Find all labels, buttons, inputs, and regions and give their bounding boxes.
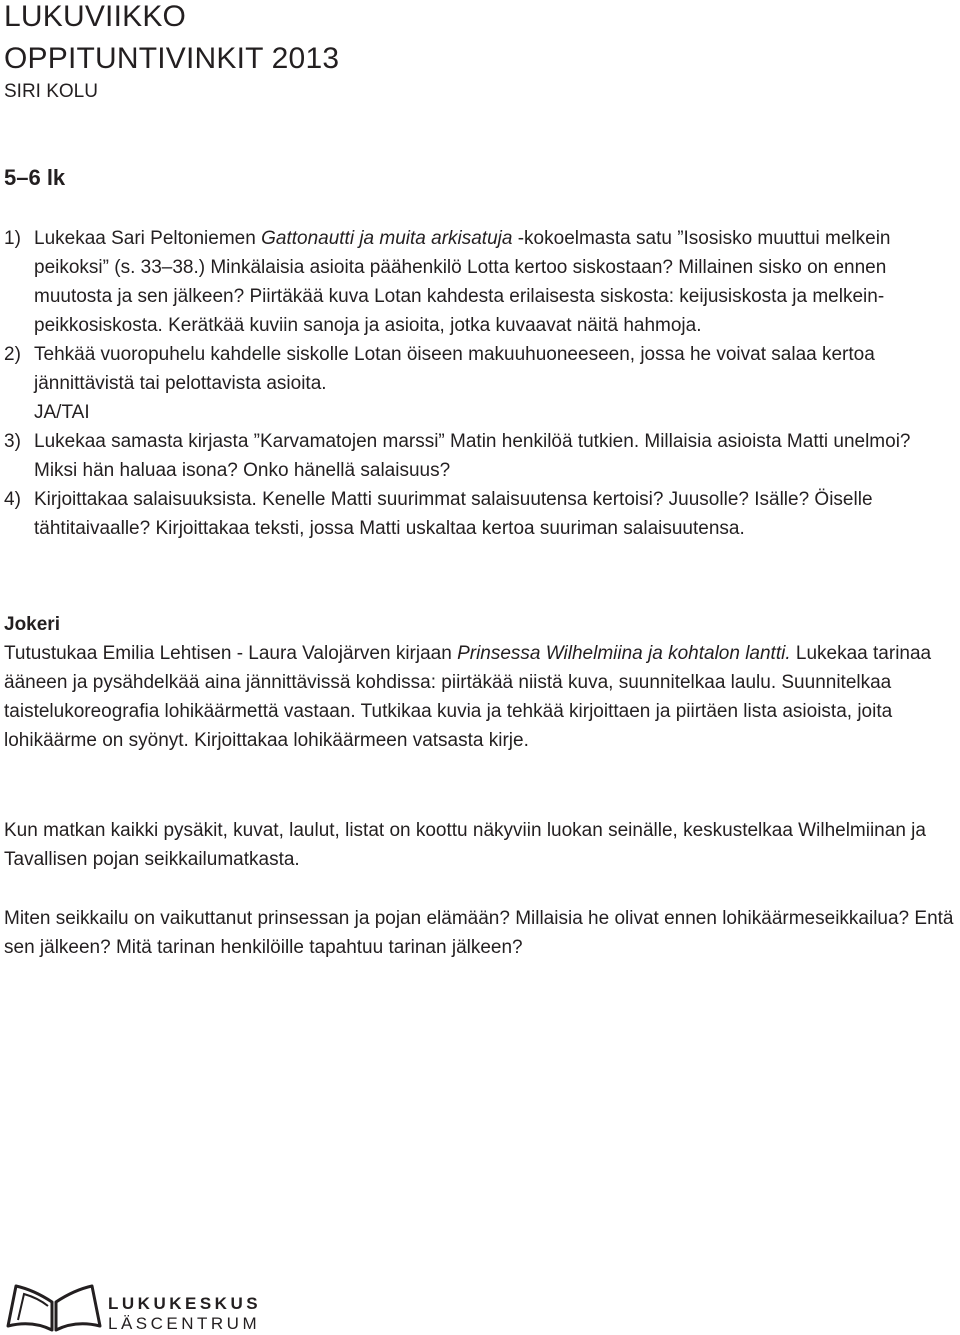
task-4 [4, 485, 958, 543]
task-1-number: 1) [4, 228, 21, 249]
closing-paragraph-2: Miten seikkailu on vaikuttanut prinsessan ja pojan elämään? Millaisia he olivat ennen lohikäärmeseikkailua? Entä sen jälkeen? Mitä tarinan henkilöille tapahtuu tarinan jälkeen? [4, 908, 954, 958]
task-list [4, 224, 958, 543]
closing-paragraph-1: Kun matkan kaikki pysäkit, kuvat, laulut, listat on koottu näkyviin luokan seinälle, keskustelkaa Wilhelmiinan ja Tavallisen pojan seikkailumatkasta. [4, 820, 926, 870]
task-4-number: 4) [4, 489, 21, 510]
and-or-label: JA/TAI [34, 402, 90, 423]
task-1 [4, 224, 958, 340]
task-2-number: 2) [4, 344, 21, 365]
page-title-line1: LUKUVIIKKO [4, 0, 187, 33]
task-4-text: Kirjoittakaa salaisuuksista. Kenelle Matti suurimmat salaisuutensa kertoisi? Juusolle? Isälle? Öiselle tähtitaivaalle? Kirjoittakaa teksti, jossa Matti uskaltaa kertoa suuriman salaisuutensa. [34, 489, 873, 539]
task-2 [4, 340, 958, 398]
jokeri-text-start: Tutustukaa Emilia Lehtisen - Laura Valojärven kirjaan [4, 643, 458, 664]
task-3-text: Lukekaa samasta kirjasta ”Karvamatojen marssi” Matin henkilöä tutkien. Millaisia asioista Matti unelmoi? Miksi hän haluaa isona? Onko hänellä salaisuus? [34, 431, 911, 481]
task-1-book-title: Gattonautti ja muita arkisatuja [261, 228, 513, 249]
task-1-text-start: Lukekaa Sari Peltoniemen [34, 228, 262, 249]
task-2-text: Tehkää vuoropuhelu kahdelle siskolle Lotan öiseen makuuhuoneeseen, jossa he voivat salaa kertoa jännittävistä tai pelottavista asioita. [34, 344, 875, 394]
task-1-text-rest: -kokoelmasta satu ”Isosisko muuttui melkein peikoksi” (s. 33–38.) Minkälaisia asioita päähenkilö Lotta kertoo siskostaan? Millainen sisko on ennen muutosta ja sen jälkeen? Piirtäkää kuva Lotan kahdesta erilaisesta siskosta: keijusiskosta ja melkein-peikkosiskosta. Kerätkää kuviin sanoja ja asioita, jotka kuvaavat näitä hahmoja. [34, 228, 891, 336]
logo-text-lukukeskus: LUKUKESKUS [108, 1294, 262, 1313]
logo-text-lascentrum: LÄSCENTRUM [108, 1314, 261, 1333]
jokeri-section [4, 610, 958, 755]
jokeri-book-title: Prinsessa Wilhelmiina ja kohtalon lantti. [457, 643, 791, 664]
jokeri-text [4, 639, 958, 755]
jokeri-heading: Jokeri [4, 614, 60, 635]
open-book-icon [6, 1280, 102, 1332]
lukukeskus-logo [6, 1280, 266, 1332]
jokeri-text-rest: Lukekaa tarinaa ääneen ja pysähdelkää aina jännittävissä kohdissa: piirtäkää niistä kuva, suunnitelkaa laulu. Suunnitelkaa taistelukoreografia lohikäärmettä vastaan. Tutkikaa kuvia ja tehkää kirjoittaen ja piirtäen lista asioista, joita lohikäärme on syönyt. Kirjoittakaa lohikäärmeen vatsasta kirje. [4, 643, 932, 751]
task-3 [4, 427, 958, 485]
author-name: SIRI KOLU [4, 81, 98, 102]
task-3-number: 3) [4, 431, 21, 452]
page-title-line2: OPPITUNTIVINKIT 2013 [4, 42, 340, 75]
grade-heading: 5–6 lk [4, 165, 66, 190]
